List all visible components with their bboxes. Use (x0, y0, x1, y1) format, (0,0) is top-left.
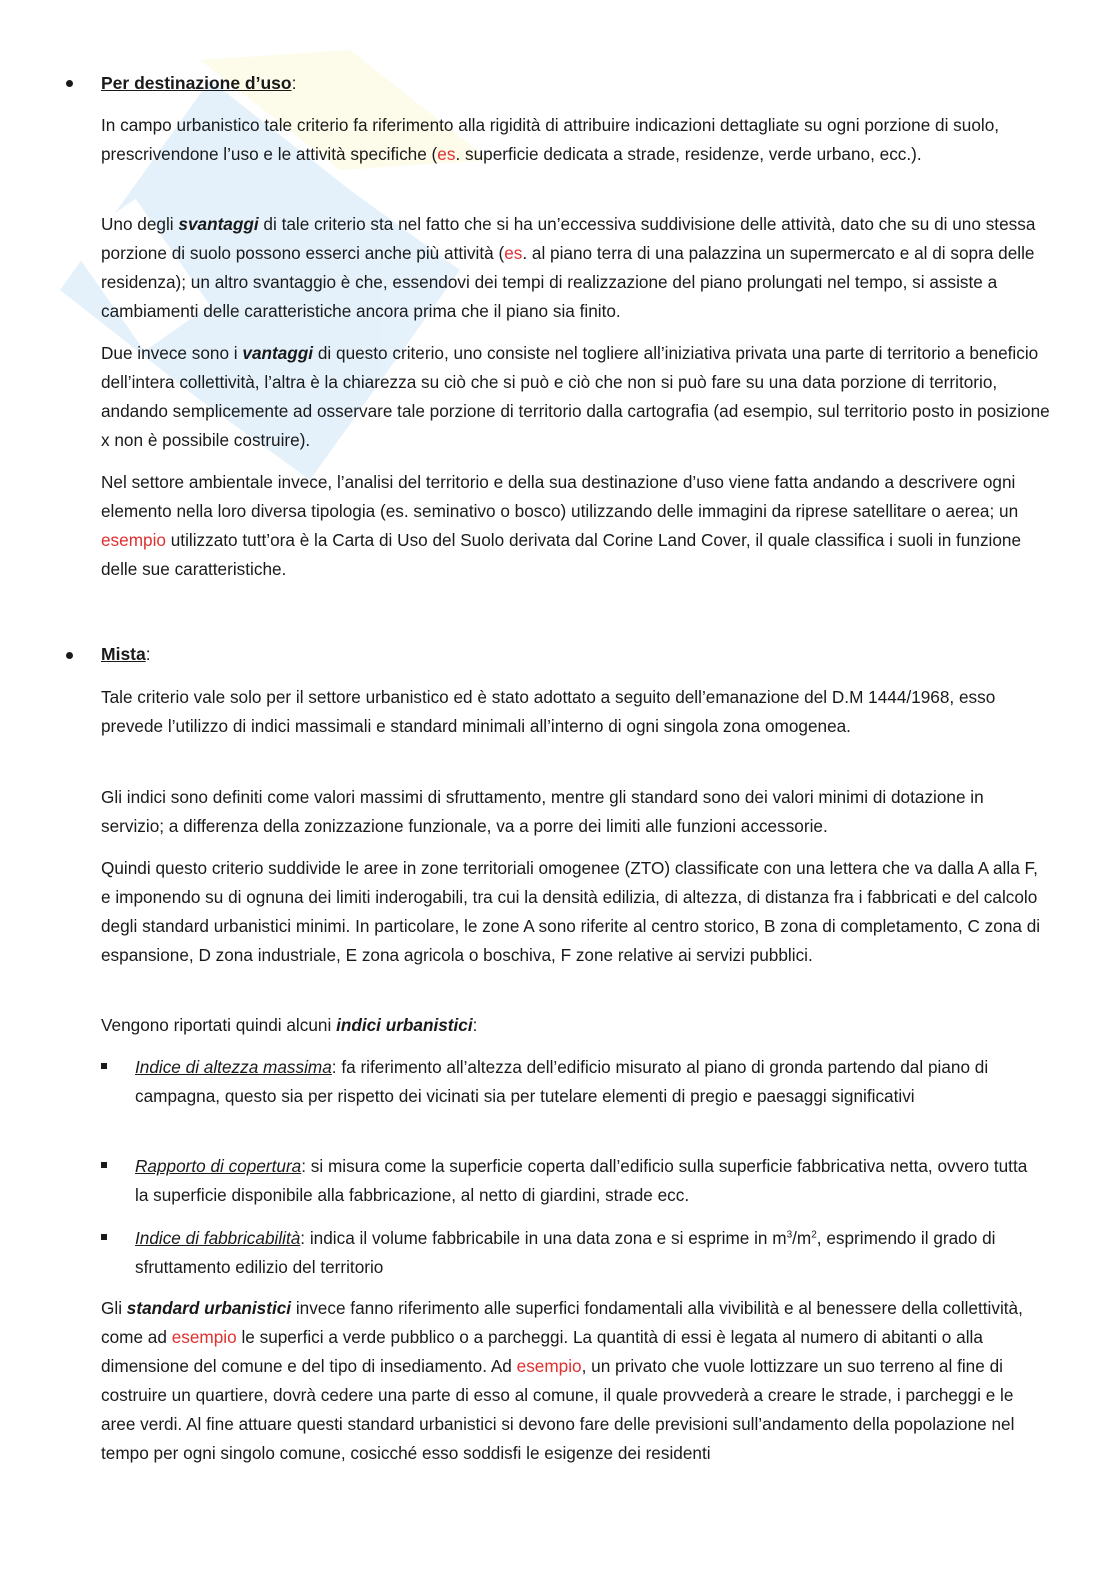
bullet-dot-icon (66, 80, 73, 87)
section-heading-destinazione: Per destinazione d’uso: (101, 73, 297, 93)
paragraph: Due invece sono i vantaggi di questo criterio, uno consiste nel togliere all’iniziativa privata una parte di territorio a beneficio dell’intera collettività, l’altra è la chiarezza su ciò che si può e ciò che non si può fare su una data porzione di territorio, andando semplicemente ad osservare tale porzione di territorio dalla cartografia (ad esempio, sul territorio posto in posizione x non è possibile costruire). (101, 343, 1050, 450)
section-heading-mista: Mista: (101, 644, 151, 664)
square-bullet-icon (101, 1063, 107, 1069)
paragraph: Uno degli svantaggi di tale criterio sta nel fatto che si ha un’eccessiva suddivisione delle attività, dato che su di uno stessa porzione di suolo possono esserci anche più attività (es. al piano terra di una palazzina un supermercato e al di sopra delle residenza); un altro svantaggio è che, essendovi dei tempi di realizzazione del piano prolungati nel tempo, si assiste a cambiamenti delle caratteristiche ancora prima che il piano sia finito. (101, 214, 1036, 321)
paragraph: Nel settore ambientale invece, l’analisi del territorio e della sua destinazione d’uso viene fatta andando a descrivere ogni elemento nella loro diversa tipologia (es. seminativo o bosco) utilizzando delle immagini da riprese satellitare o aerea; un esempio utilizzato tutt’ora è la Carta di Uso del Suolo derivata dal Corine Land Cover, il quale classifica i suoli in funzione delle sue caratteristiche. (101, 472, 1022, 579)
paragraph: Tale criterio vale solo per il settore urbanistico ed è stato adottato a seguito dell’emanazione del D.M 1444/1968, esso prevede l’utilizzo di indici massimali e standard minimali all’interno di ogni singola zona omogenea. (101, 687, 996, 736)
paragraph: In campo urbanistico tale criterio fa riferimento alla rigidità di attribuire indicazioni dettagliate su ogni porzione di suolo, prescrivendone l’uso e le attività specifiche (es. superficie dedicata a strade, residenze, verde urbano, ecc.). (101, 115, 1000, 164)
paragraph: Vengono riportati quindi alcuni indici urbanistici: (101, 1015, 478, 1035)
list-item: Rapporto di copertura: si misura come la superficie coperta dall’edificio sulla superficie fabbricativa netta, ovvero tutta la superficie disponibile alla fabbricazione, al netto di giardini, strade ecc. (135, 1156, 1028, 1205)
square-bullet-icon (101, 1234, 107, 1240)
paragraph: Quindi questo criterio suddivide le aree in zone territoriali omogenee (ZTO) classificate con una lettera che va dalla A alla F, e imponendo su di ognuna dei limiti inderogabili, tra cui la densità edilizia, di altezza, di distanza fra i fabbricati e del calcolo degli standard urbanistici minimi. In particolare, le zone A sono riferite al centro storico, B zona di completamento, C zona di espansione, D zona industriale, E zona agricola o boschiva, F zone relative ai servizi pubblici. (101, 858, 1041, 965)
paragraph: Gli indici sono definiti come valori massimi di sfruttamento, mentre gli standard sono dei valori minimi di dotazione in servizio; a differenza della zonizzazione funzionale, va a porre dei limiti alle funzioni accessorie. (101, 787, 984, 836)
paragraph: Gli standard urbanistici invece fanno riferimento alle superfici fondamentali alla vivibilità e al benessere della collettività, come ad esempio le superfici a verde pubblico o a parcheggi. La quantità di essi è legata al numero di abitanti o alla dimensione del comune e del tipo di insediamento. Ad esempio, un privato che vuole lottizzare un suo terreno al fine di costruire un quartiere, dovrà cedere una parte di esso al comune, il quale provvederà a creare le strade, i parcheggi e le aree verdi. Al fine attuare questi standard urbanistici si devono fare delle previsioni sull’andamento della popolazione nel tempo per ogni singolo comune, cosicché esso soddisfi le esigenze dei residenti (101, 1298, 1023, 1463)
list-item: Indice di fabbricabilità: indica il volume fabbricabile in una data zona e si esprime in $m^3/m^2$, esprimendo il grado di sfruttamento edilizio del territorio (135, 1228, 996, 1277)
square-bullet-icon (101, 1162, 107, 1168)
bullet-dot-icon (66, 652, 73, 659)
list-item: Indice di altezza massima: fa riferimento all’altezza dell’edificio misurato al piano di gronda partendo dal piano di campagna, questo sia per rispetto dei vicinati sia per tutelare elementi di pregio e paesaggi significativi (135, 1057, 989, 1106)
